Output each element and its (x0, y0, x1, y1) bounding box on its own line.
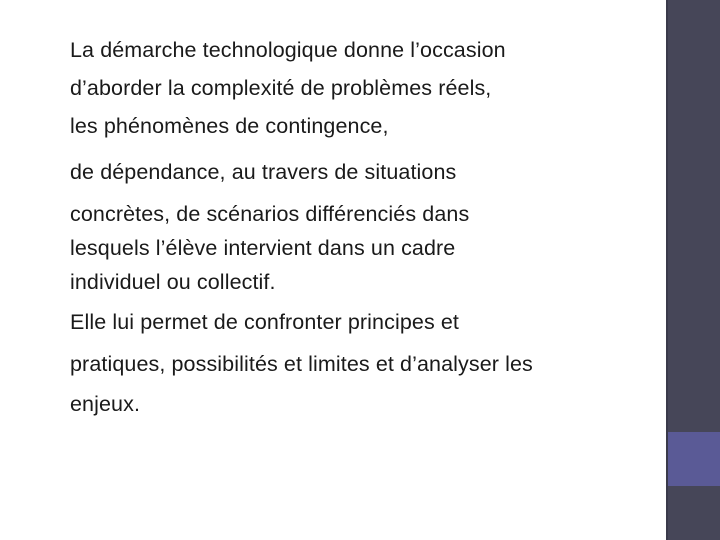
text-line: enjeux. (70, 392, 141, 416)
text-line: concrètes, de scénarios différenciés dans (70, 202, 470, 226)
text-line: individuel ou collectif. (70, 270, 276, 294)
text-line: les phénomènes de contingence, (70, 114, 389, 138)
text-line: pratiques, possibilités et limites et d’analyser les (70, 352, 533, 376)
text-line: de dépendance, au travers de situations (70, 160, 457, 184)
text-line: Elle lui permet de confronter principes et (70, 310, 460, 334)
text-line: d’aborder la complexité de problèmes réels, (70, 76, 492, 100)
sidebar-accent-block (668, 432, 720, 486)
text-line: lesquels l’élève intervient dans un cadre (70, 236, 456, 260)
text-line: La démarche technologique donne l’occasion (70, 38, 506, 62)
